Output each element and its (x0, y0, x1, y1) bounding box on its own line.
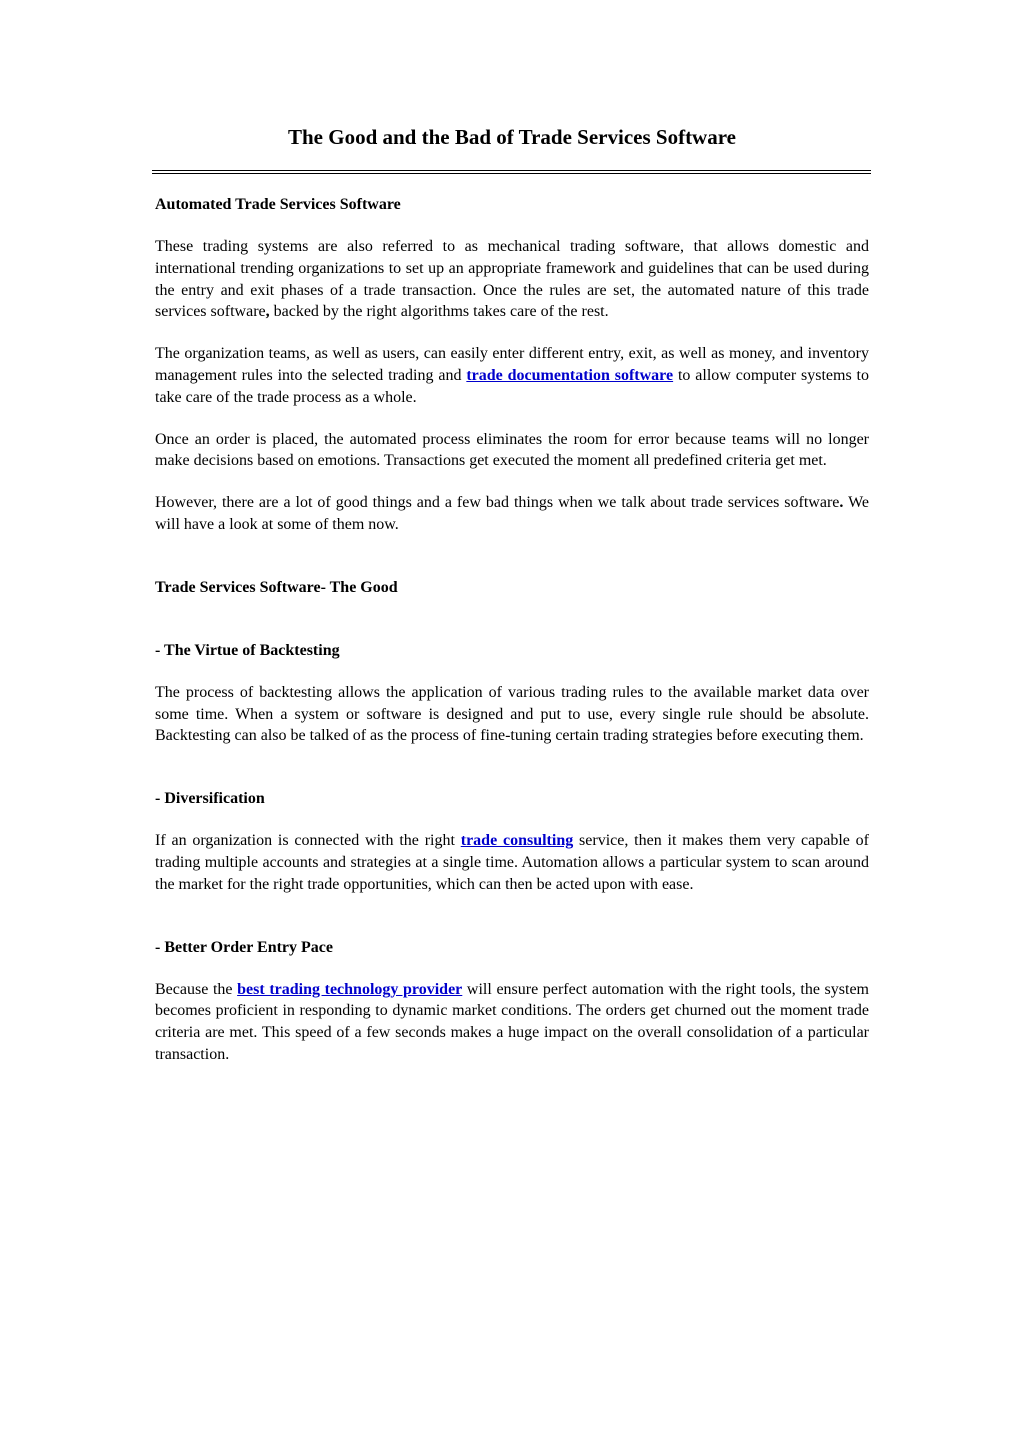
paragraph-good-and-bad: However, there are a lot of good things and a few bad things when we talk about trade services software. We will have a look at some of them now. (155, 494, 870, 533)
trade-consulting-link[interactable]: trade consulting (460, 832, 574, 850)
paragraph-intro: These trading systems are also referred to as mechanical trading software, that allows domestic and international trending organizations to set up an appropriate framework and guidelines that can be used during the entry and exit phases of a trade transaction. Once the rules are set, the automated nature of this trade services software, backed by the right algorithms takes care of the rest. (155, 238, 869, 321)
title-divider (152, 170, 871, 174)
paragraph-diversification: If an organization is connected with the right trade consulting service, then it makes them very capable of trading multiple accounts and strategies at a single time. Automation allows a particular system to scan around the market for the right trade opportunities, which can then be acted upon with ease. (155, 832, 870, 893)
subheading-diversification: - Diversification (155, 790, 265, 808)
document-title: The Good and the Bad of Trade Services Software (287, 125, 736, 149)
best-trading-technology-provider-link[interactable]: best trading technology provider (237, 980, 463, 998)
section-heading-automated: Automated Trade Services Software (155, 196, 401, 213)
section-heading-the-good: Trade Services Software- The Good (155, 578, 398, 596)
paragraph-organization-teams: The organization teams, as well as users, can easily enter different entry, exit, as well as money, and inventory management rules into the selected trading and trade documentation software to allow computer systems to take care of the trade process as a whole. (155, 345, 870, 406)
paragraph-order-placed: Once an order is placed, the automated process eliminates the room for error because teams will no longer make decisions based on emotions. Transactions get executed the moment all predefined criteria get met. (155, 430, 869, 470)
paragraph-order-entry: Because the best trading technology provider will ensure perfect automation with the right tools, the system becomes proficient in responding to dynamic market conditions. The orders get churned out the moment trade criteria are met. This speed of a few seconds makes a huge impact on the overall consolidation of a particular transaction. (155, 980, 870, 1063)
paragraph-backtesting: The process of backtesting allows the application of various trading rules to the available market data over some time. When a system or software is designed and put to use, every single rule should be absolute. Backtesting can also be talked of as the process of fine-tuning certain trading strategies before executing them. (155, 683, 869, 745)
subheading-order-entry: - Better Order Entry Pace (155, 938, 334, 956)
subheading-backtesting: - The Virtue of Backtesting (155, 641, 340, 659)
trade-documentation-software-link[interactable]: trade documentation software (466, 366, 674, 384)
document-body (155, 194, 869, 1066)
